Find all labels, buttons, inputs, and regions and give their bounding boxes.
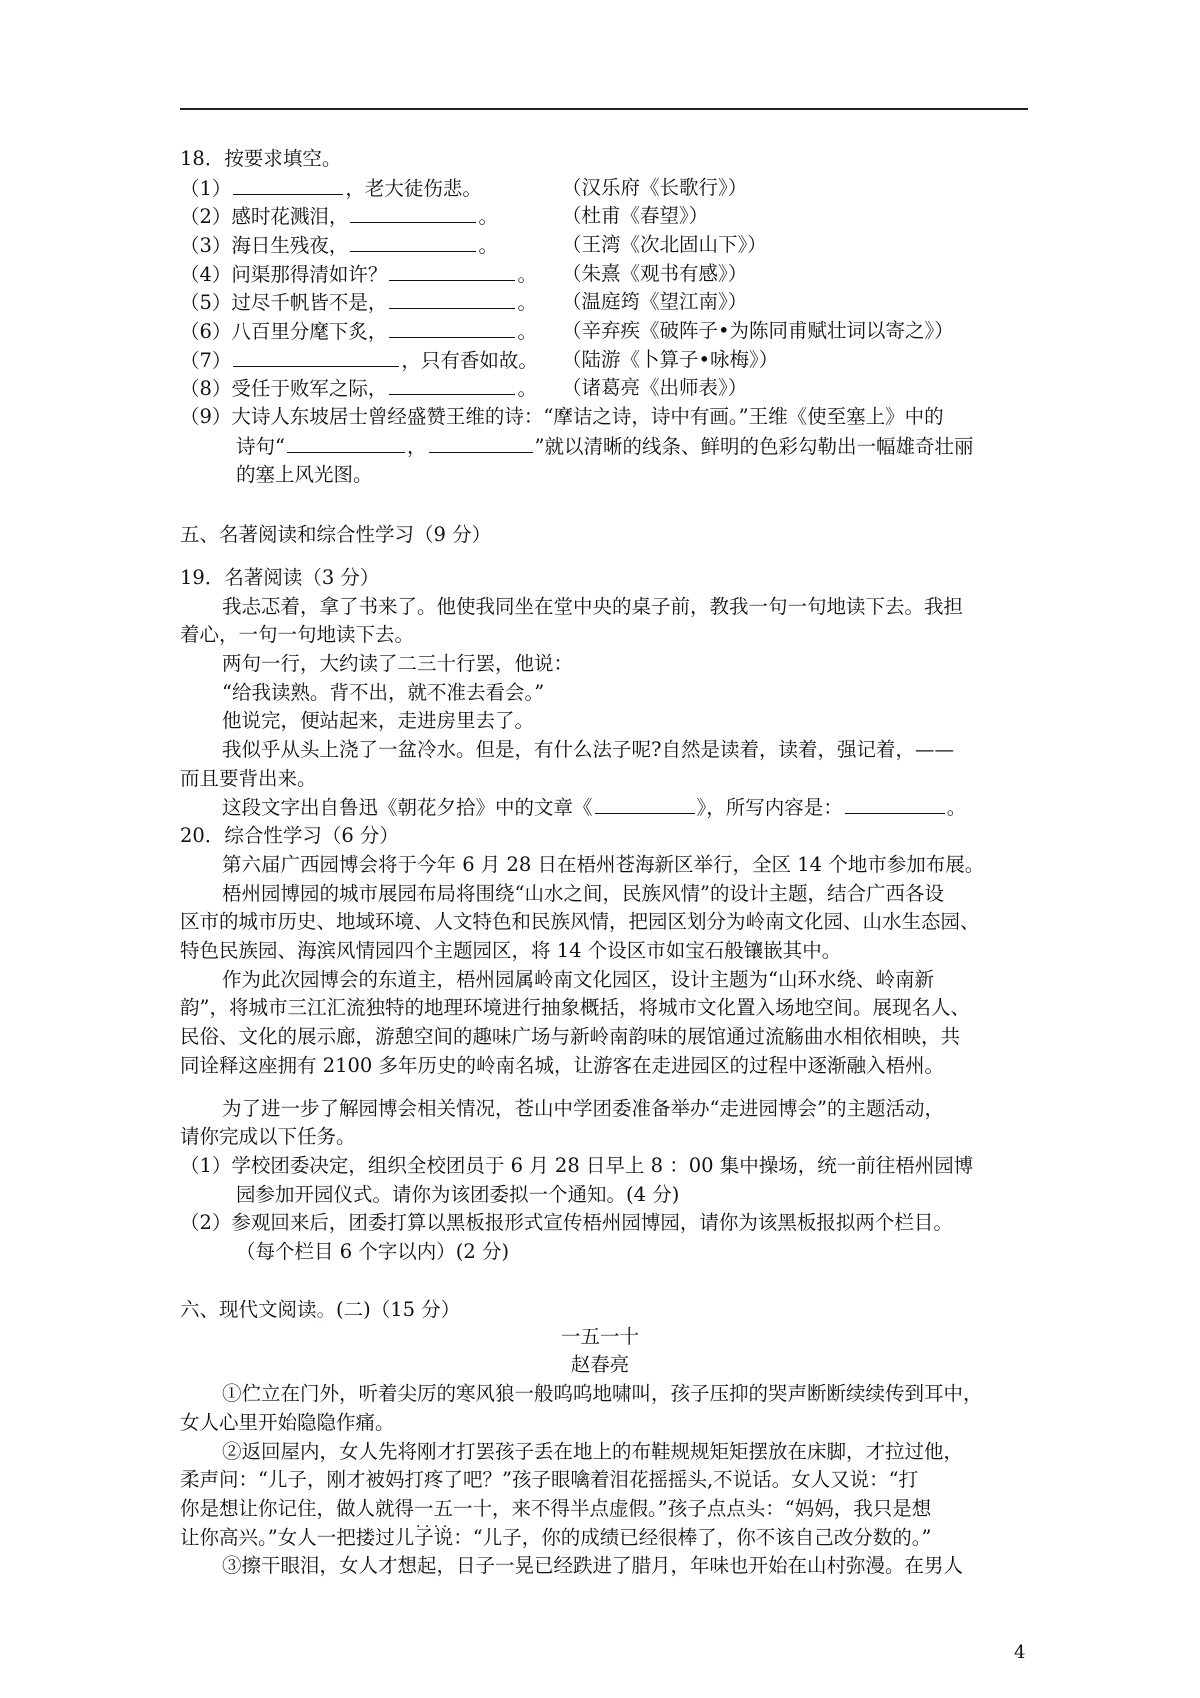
q18-source-6: （辛弃疾《破阵子•为陈同甫赋壮词以寄之》） [562,319,954,342]
q19-title: 19．名著阅读（3 分） [180,566,380,589]
q20-para-1: 第六届广西园博会将于今年 6 月 28 日在梧州苍海新区举行，全区 14 个地市参加布展。 [222,853,985,876]
q18-source-3: （王湾《次北固山下》） [562,233,767,256]
q19-para-5a: 我似乎从头上浇了一盆冷水。但是，有什么法子呢?自然是读着，读着，强记着，—— [222,738,954,761]
q18-item-1: （1） ，老大徒伤悲。 [180,174,482,203]
q18-source-5: （温庭筠《望江南》） [562,290,748,313]
q19-para-1a: 我忐忑着，拿了书来了。他使我同坐在堂中央的桌子前，教我一句一句地读下去。我担 [222,595,964,618]
q20-para-4a: 为了进一步了解园博会相关情况，苍山中学团委准备举办“走进园博会”的主题活动， [222,1097,944,1120]
q19-para-1b: 着心，一句一句地读下去。 [180,623,415,646]
q19-para-5b: 而且要背出来。 [180,767,317,790]
section-5-heading: 五、名著阅读和综合性学习（9 分） [180,523,492,546]
article-para-2b: 柔声问：“儿子，刚才被妈打疼了吧？”孩子眼噙着泪花摇摇头,不说话。女人又说：“打 [180,1468,919,1491]
article-para-1a: ①伫立在门外，听着尖厉的寒风狼一般呜呜地啸叫，孩子压抑的哭声断断续续传到耳中， [222,1382,983,1405]
q18-source-7: （陆游《卜算子•咏梅》） [562,348,779,371]
q18-source-8: （诸葛亮《出师表》） [562,376,748,399]
q18-item-9-line3: 的塞上风光图。 [236,463,373,486]
emphasized-phrase: 一五一十 · · [414,1495,492,1523]
q18-title: 18．按要求填空。 [180,147,342,170]
q20-para-3d: 同诠释这座拥有 2100 多年历史的岭南名城，让游客在走进园区的过程中逐渐融入梧州。 [180,1054,945,1077]
answer-blank[interactable] [350,202,476,223]
q19-para-3: “给我读熟。背不出，就不准去看会。” [222,681,545,704]
q18-source-1: （汉乐府《长歌行》） [562,176,748,199]
q18-item-4: （4）问渠那得清如许？ 。 [180,260,537,289]
q20-task-2b: （每个栏目 6 个字以内）(2 分) [236,1240,510,1263]
article-para-2a: ②返回屋内，女人先将刚才打罢孩子丢在地上的布鞋规规矩矩摆放在床脚，才拉过他， [222,1440,964,1463]
article-para-2d: 让你高兴。”女人一把搂过儿子说：“儿子，你的成绩已经很棒了，你不该自己改分数的。” [180,1526,932,1549]
answer-blank[interactable] [845,793,945,814]
q20-para-2b: 区市的城市历史、地域环境、人文特色和民族风情，把园区划分为岭南文化园、山水生态园、 [180,910,980,933]
q18-item-2: （2）感时花溅泪， 。 [180,202,498,231]
header-rule [180,108,1028,110]
answer-blank[interactable] [389,288,515,309]
answer-blank[interactable] [287,432,405,453]
article-author: 赵春亮 [570,1353,630,1376]
q18-item-9-line1: （9）大诗人东坡居士曾经盛赞王维的诗：“摩诘之诗，诗中有画。”王维《使至塞上》中的 [180,405,944,428]
q18-source-2: （杜甫《春望》） [562,204,709,227]
answer-blank[interactable] [233,346,399,367]
answer-blank[interactable] [233,174,343,195]
answer-blank[interactable] [595,793,695,814]
answer-blank[interactable] [429,432,533,453]
q20-title: 20．综合性学习（6 分） [180,824,399,847]
q18-item-8: （8）受任于败军之际， 。 [180,374,537,403]
article-para-2c: 你是想让你记住，做人就得一五一十 · ·，来不得半点虚假。”孩子点点头：“妈妈，我只是想 [180,1495,931,1523]
q18-source-4: （朱熹《观书有感》） [562,262,748,285]
q18-item-3: （3）海日生残夜， 。 [180,231,498,260]
page-number: 4 [1014,1642,1026,1663]
article-title: 一五一十 [560,1325,639,1348]
q20-task-2a: （2）参观回来后，团委打算以黑板报形式宣传梧州园博园，请你为该黑板报拟两个栏目。 [180,1211,953,1234]
q19-para-2: 两句一行，大约读了二三十行罢，他说： [222,652,574,675]
answer-blank[interactable] [389,374,515,395]
article-para-3a: ③擦干眼泪，女人才想起，日子一晃已经跌进了腊月，年味也开始在山村弥漫。在男人 [222,1554,964,1577]
answer-blank[interactable] [389,317,515,338]
q19-question: 这段文字出自鲁迅《朝花夕拾》中的文章《 》，所写内容是： 。 [222,793,966,822]
q18-item-7: （7） ，只有香如故。 [180,346,538,375]
q20-para-2a: 梧州园博园的城市展园布局将围绕“山水之间，民族风情”的设计主题，结合广西各设 [222,882,944,905]
article-para-1b: 女人心里开始隐隐作痛。 [180,1411,395,1434]
q20-task-1b: 园参加开园仪式。请你为该团委拟一个通知。(4 分) [236,1183,680,1206]
q20-task-1a: （1）学校团委决定，组织全校团员于 6 月 28 日早上 8 ：00 集中操场，统一前往梧州园博 [180,1154,974,1177]
q18-item-5: （5）过尽千帆皆不是， 。 [180,288,537,317]
q20-para-3c: 民俗、文化的展示廊，游憩空间的趣味广场与新岭南韵味的展馆通过流觞曲水相依相映，共 [180,1025,961,1048]
q20-para-3b: 韵”，将城市三江汇流独特的地理环境进行抽象概括，将城市文化置入场地空间。展现名人、 [180,996,970,1019]
q19-para-4: 他说完，便站起来，走进房里去了。 [222,709,535,732]
q18-item-6: （6）八百里分麾下炙， 。 [180,317,537,346]
section-6-heading: 六、现代文阅读。(二)（15 分） [180,1298,461,1321]
answer-blank[interactable] [350,231,476,252]
q20-para-4b: 请你完成以下任务。 [180,1125,356,1148]
q20-para-3a: 作为此次园博会的东道主，梧州园属岭南文化园区，设计主题为“山环水绕、岭南新 [222,968,934,991]
q18-item-9-line2: 诗句“ ， ”就以清晰的线条、鲜明的色彩勾勒出一幅雄奇壮丽 [236,432,973,461]
q20-para-2c: 特色民族园、海滨风情园四个主题园区，将 14 个设区市如宝石般镶嵌其中。 [180,939,842,962]
answer-blank[interactable] [389,260,515,281]
